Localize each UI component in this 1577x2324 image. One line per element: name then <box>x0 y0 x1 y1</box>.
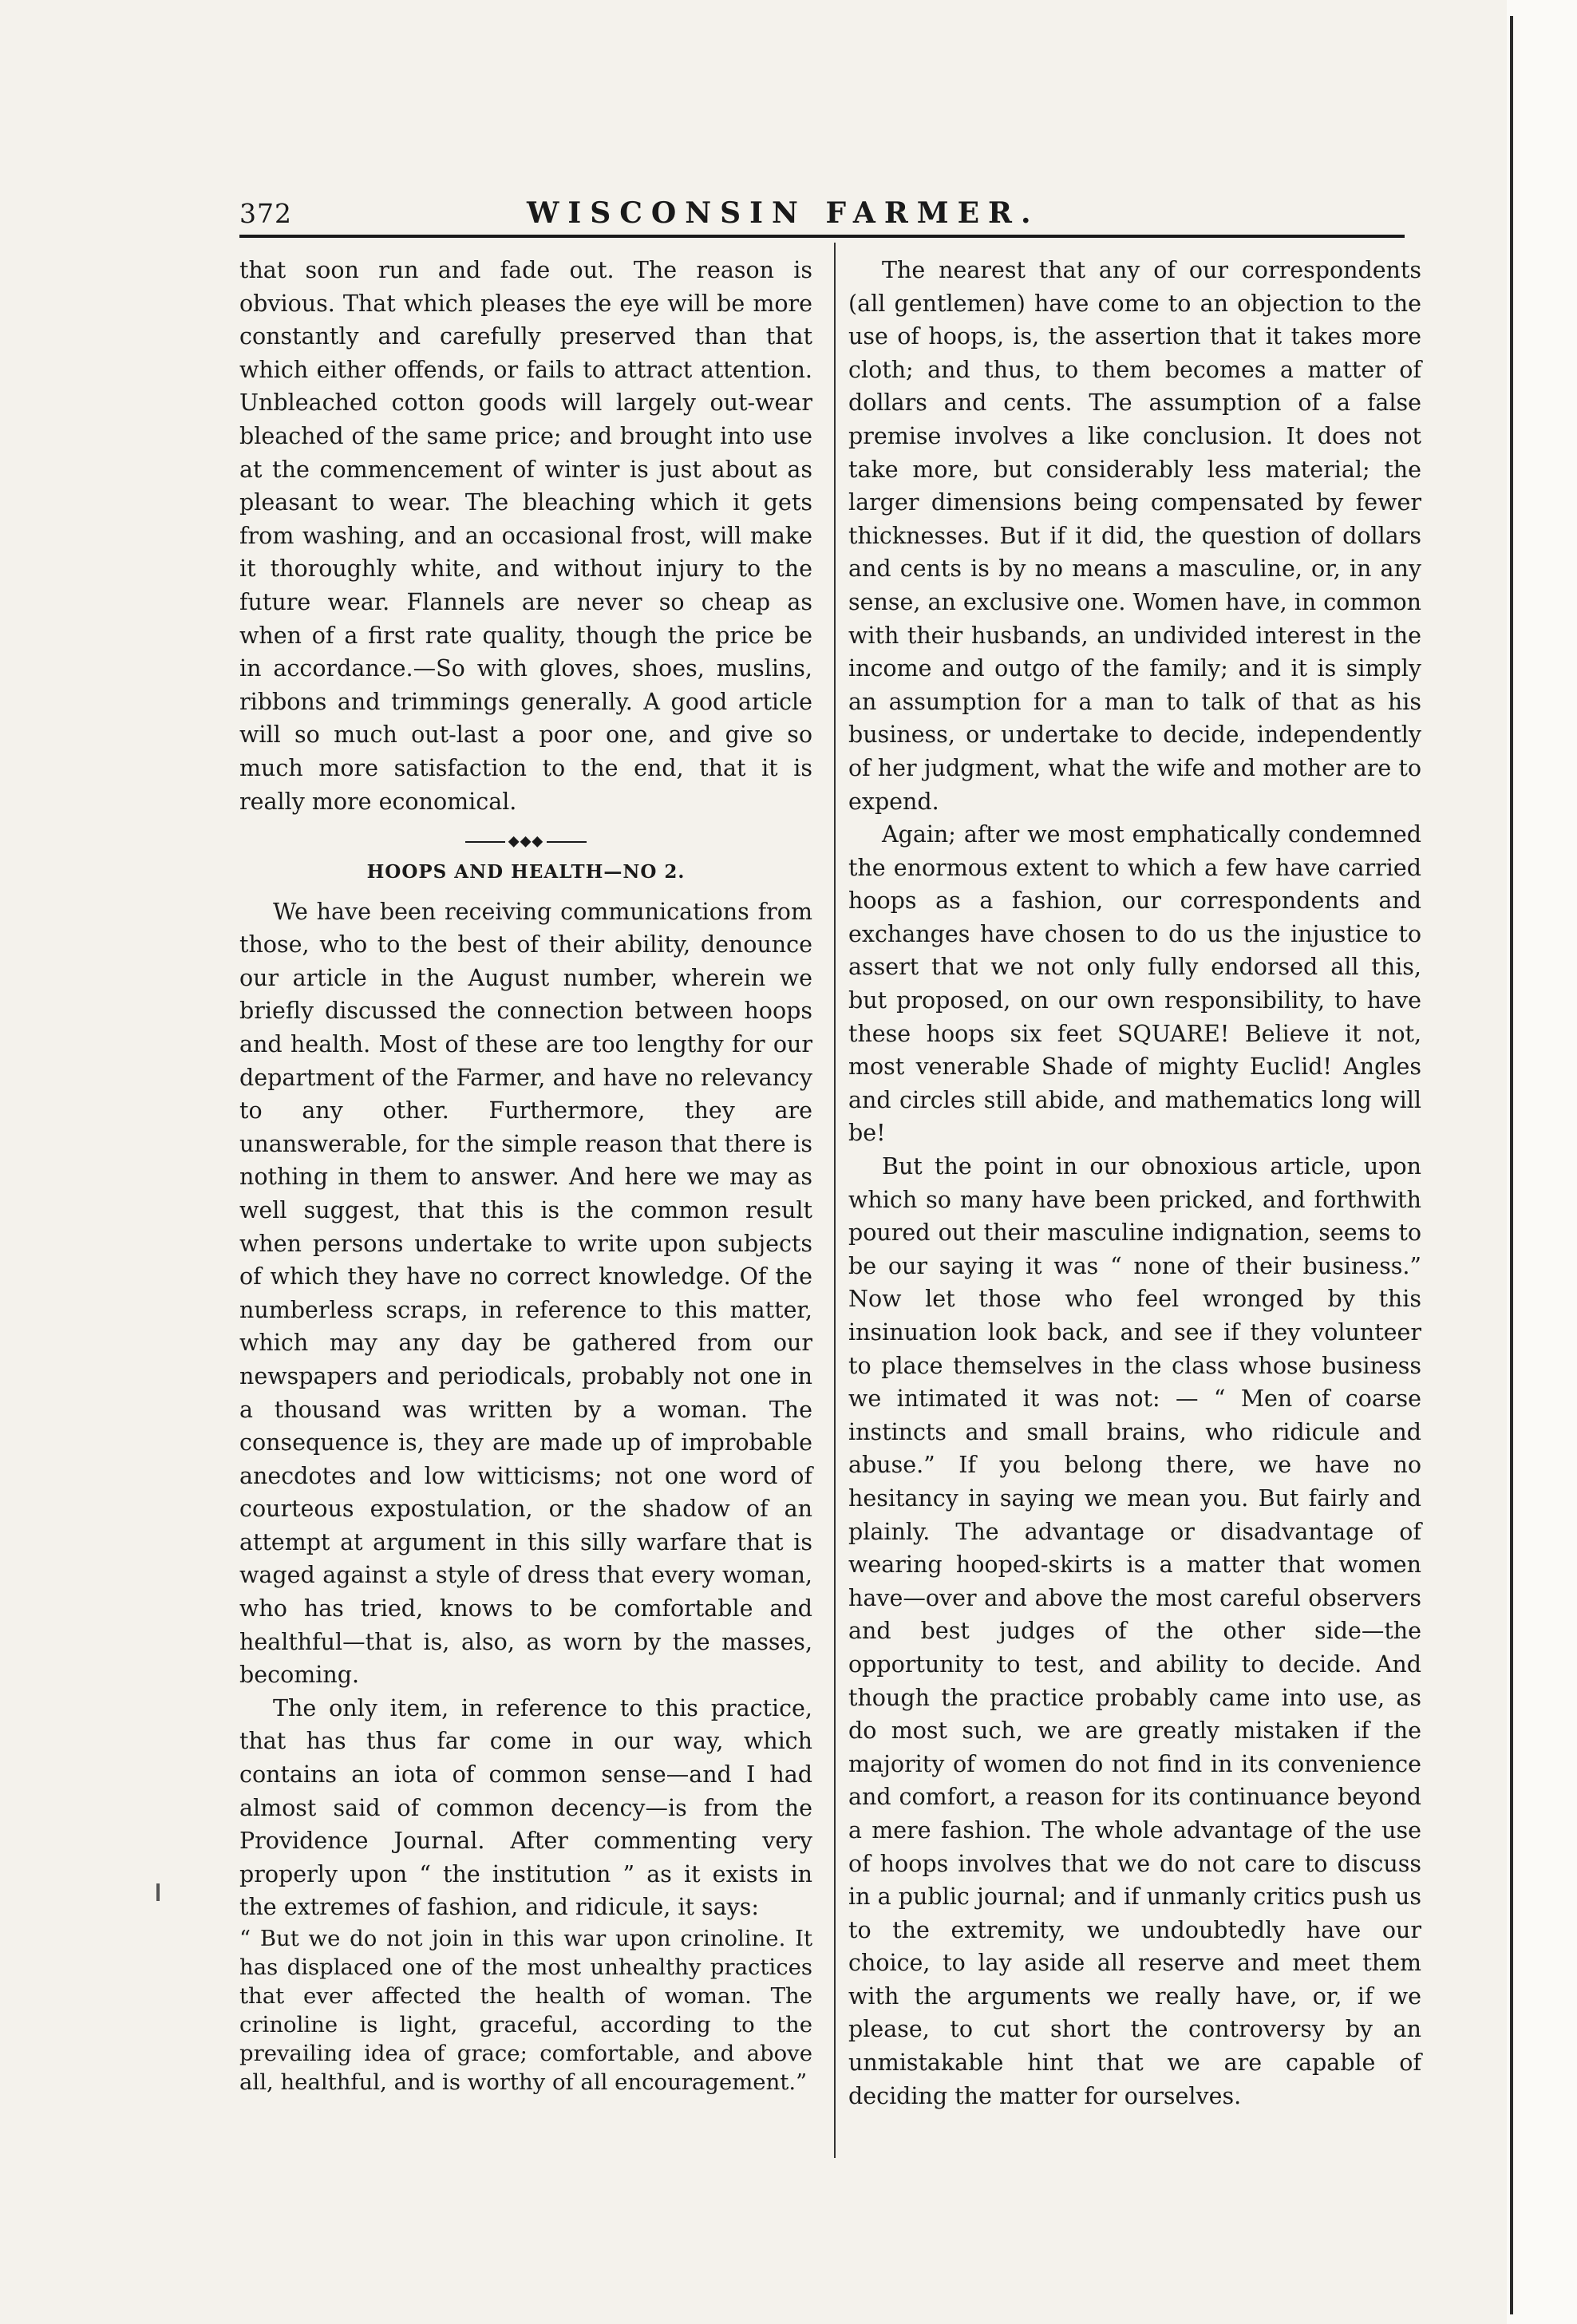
page-edge <box>1507 0 1577 2324</box>
page-number: 372 <box>239 198 292 229</box>
paragraph: We have been receiving communications from those, who to the best of their ability, denounce our article in the August number, wherein we briefly discussed the connection between hoops and health. Most of these are too lengthy for our department of the Farmer, and have no relevancy to any other. Furthermore, they are unanswerable, for the simple reason that there is nothing in them to answer. And here we may as well suggest, that this is the common result when persons undertake to write upon subjects of which they have no correct knowledge. Of the numberless scraps, in reference to this matter, which may any day be gathered from our newspapers and periodicals, probably not one in a thousand was written by a woman. The consequence is, they are made up of improbable anecdotes and low witticisms; not one word of courteous expostulation, or the shadow of an attempt at argument in this silly warfare that is waged against a style of dress that every woman, who has tried, knows to be comfortable and healthful—that is, also, as worn by the masses, becoming. <box>239 898 812 1689</box>
paragraph: that soon run and fade out. The reason is obvious. That which pleases the eye will be more constantly and carefully preserved than that which either offends, or fails to attract attention. Unbleached cotton goods will largely out-wear bleached of the same price; and brought into use at the commencement of winter is just about as pleasant to wear. The bleaching which it gets from washing, and an occasional frost, will make it thoroughly white, and without injury to the future wear. Flannels are never so cheap as when of a first rate quality, though the price be in accordance.—So with gloves, shoes, muslins, ribbons and trimmings generally. A good article will so much out-last a poor one, and give so much more satisfaction to the end, that it is really more economical. <box>239 257 812 815</box>
left-column <box>239 254 812 2097</box>
ornament-rule <box>547 841 587 843</box>
running-head: WISCONSIN FARMER. <box>527 196 1040 230</box>
column-divider <box>834 243 836 2158</box>
paragraph: But the point in our obnoxious article, upon which so many have been pricked, and forthwith poured out their masculine indignation, seems to be our saying it was “ none of their business.” Now let those who feel wronged by this insinuation look back, and see if they volunteer to place themselves in the class whose business we intimated it was not: — “ Men of coarse instincts and small brains, who ridicule and abuse.” If you belong there, we have no hesitancy in saying we mean you. But fairly and plainly. The advantage or disadvantage of wearing hooped-skirts is a matter that women have—over and above the most careful observers and best judges of the other side—the opportunity to test, and ability to decide. And though the practice probably came into use, as do most such, we are greatly mistaken if the majority of women do not find in its convenience and comfort, a reason for its continuance beyond a mere fashion. The whole advantage of the use of hoops involves that we do not care to discuss in a public journal; and if unmanly critics push us to the extremity, we undoubtedly have our choice, to lay aside all reserve and meet them with the arguments we really have, or, if we please, to cut short the controversy by an unmistakable hint that we are capable of deciding the matter for ourselves. <box>848 1153 1421 2109</box>
margin-mark <box>156 1883 160 1901</box>
article-title: HOOPS AND HEALTH—NO 2. <box>366 860 686 883</box>
binding-edge-line <box>1510 16 1513 2314</box>
ornament-diamonds: ◆◆◆ <box>508 832 544 850</box>
right-column <box>848 254 1421 2113</box>
paragraph: Again; after we most emphatically condemned the enormous extent to which a few have carried hoops as a fashion, our correspondents and exchanges have chosen to do us the injustice to assert that we not only fully endorsed all this, but proposed, on our own responsibility, to have these hoops six feet SQUARE! Believe it not, most venerable Shade of mighty Euclid! Angles and circles still abide, and mathematics long will be! <box>848 821 1421 1147</box>
quotation: “ But we do not join in this war upon crinoline. It has displaced one of the most unhealthy practices that ever affected the health of woman. The crinoline is light, graceful, according to the prevailing idea of grace; comfortable, and above all, healthful, and is worthy of all encouragement.” <box>239 1926 812 2095</box>
header-rule <box>239 235 1405 238</box>
section-ornament <box>239 829 812 852</box>
page-header <box>239 196 1405 235</box>
paragraph: The nearest that any of our correspondents (all gentlemen) have come to an objection to the use of hoops, is, the assertion that it takes more cloth; and thus, to them becomes a matter of dollars and cents. The assumption of a false premise involves a like conclusion. It does not take more, but considerably less material; the larger dimensions being compensated by fewer thicknesses. But if it did, the question of dollars and cents is by no means a masculine, or, in any sense, an exclusive one. Women have, in common with their husbands, an undivided interest in the income and outgo of the family; and it is simply an assumption for a man to talk of that as his business, or undertake to decide, independently of her judgment, what the wife and mother are to expend. <box>848 257 1421 815</box>
ornament-rule <box>465 841 505 843</box>
paragraph: The only item, in reference to this practice, that has thus far come in our way, which contains an iota of common sense—and I had almost said of common decency—is from the Providence Journal. After commenting very properly upon “ the institution ” as it exists in the extremes of fashion, and ridicule, it says: <box>239 1694 812 1921</box>
